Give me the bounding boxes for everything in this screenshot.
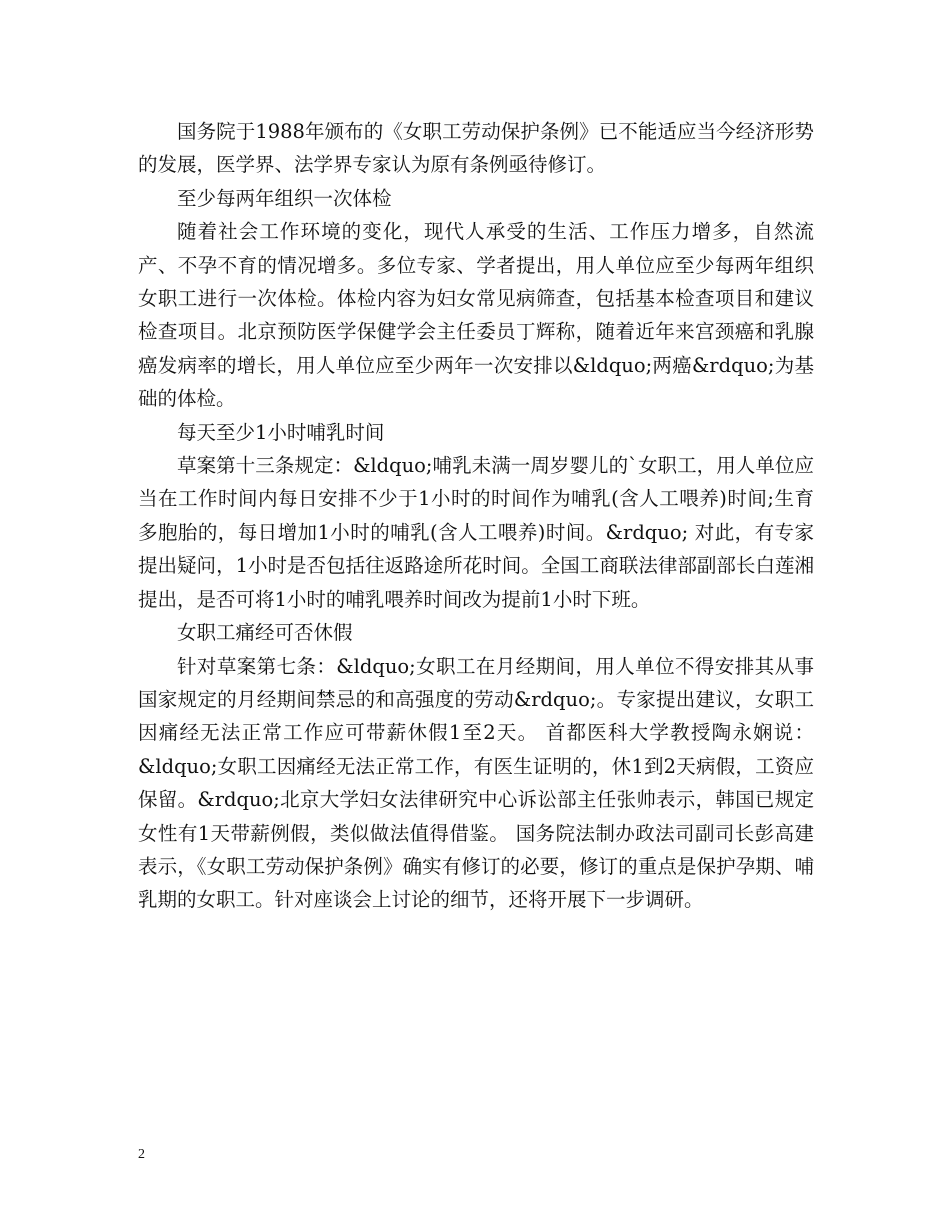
intro-paragraph: 国务院于1988年颁布的《女职工劳动保护条例》已不能适应当今经济形势的发展，医学界、法学界专家认为原有条例亟待修订。	[138, 120, 814, 177]
page-number: 2	[138, 1147, 145, 1162]
document-body	[138, 115, 814, 917]
physical-exam-paragraph: 随着社会工作环境的变化，现代人承受的生活、工作压力增多，自然流产、不孕不育的情况增多。多位专家、学者提出，用人单位应至少每两年组织女职工进行一次体检。体检内容为妇女常见病筛查，包括基本检查项目和建议检查项目。北京预防医学保健学会主任委员丁辉称，随着近年来宫颈癌和乳腺癌发病率的增长，用人单位应至少两年一次安排以&ldquo;两癌&rdquo;为基础的体检。	[138, 220, 814, 411]
section-heading-menstrual-leave: 女职工痛经可否休假	[177, 621, 353, 645]
breastfeeding-paragraph: 草案第十三条规定：&ldquo;哺乳未满一周岁婴儿的`女职工，用人单位应当在工作时间内每日安排不少于1小时的时间作为哺乳(含人工喂养)时间;生育多胞胎的，每日增加1小时的哺乳(含人工喂养)时间。&rdquo; 对此，有专家提出疑问，1小时是否包括往返路途所花时间。全国工商联法律部副部长白莲湘提出，是否可将1小时的哺乳喂养时间改为提前1小时下班。	[138, 454, 814, 611]
section-heading-breastfeeding: 每天至少1小时哺乳时间	[177, 420, 385, 444]
section-heading-physical-exam: 至少每两年组织一次体检	[177, 186, 392, 210]
menstrual-leave-paragraph: 针对草案第七条：&ldquo;女职工在月经期间，用人单位不得安排其从事国家规定的月经期间禁忌的和高强度的劳动&rdquo;。专家提出建议，女职工因痛经无法正常工作应可带薪休假1至2天。 首都医科大学教授陶永娴说：&ldquo;女职工因痛经无法正常工作，有医生证明的，休1到2天病假，工资应保留。&rdquo;北京大学妇女法律研究中心诉讼部主任张帅表示，韩国已规定女性有1天带薪例假，类似做法值得借鉴。 国务院法制办政法司副司长彭高建表示，《女职工劳动保护条例》确实有修订的必要，修订的重点是保护孕期、哺乳期的女职工。针对座谈会上讨论的细节，还将开展下一步调研。	[138, 654, 814, 912]
